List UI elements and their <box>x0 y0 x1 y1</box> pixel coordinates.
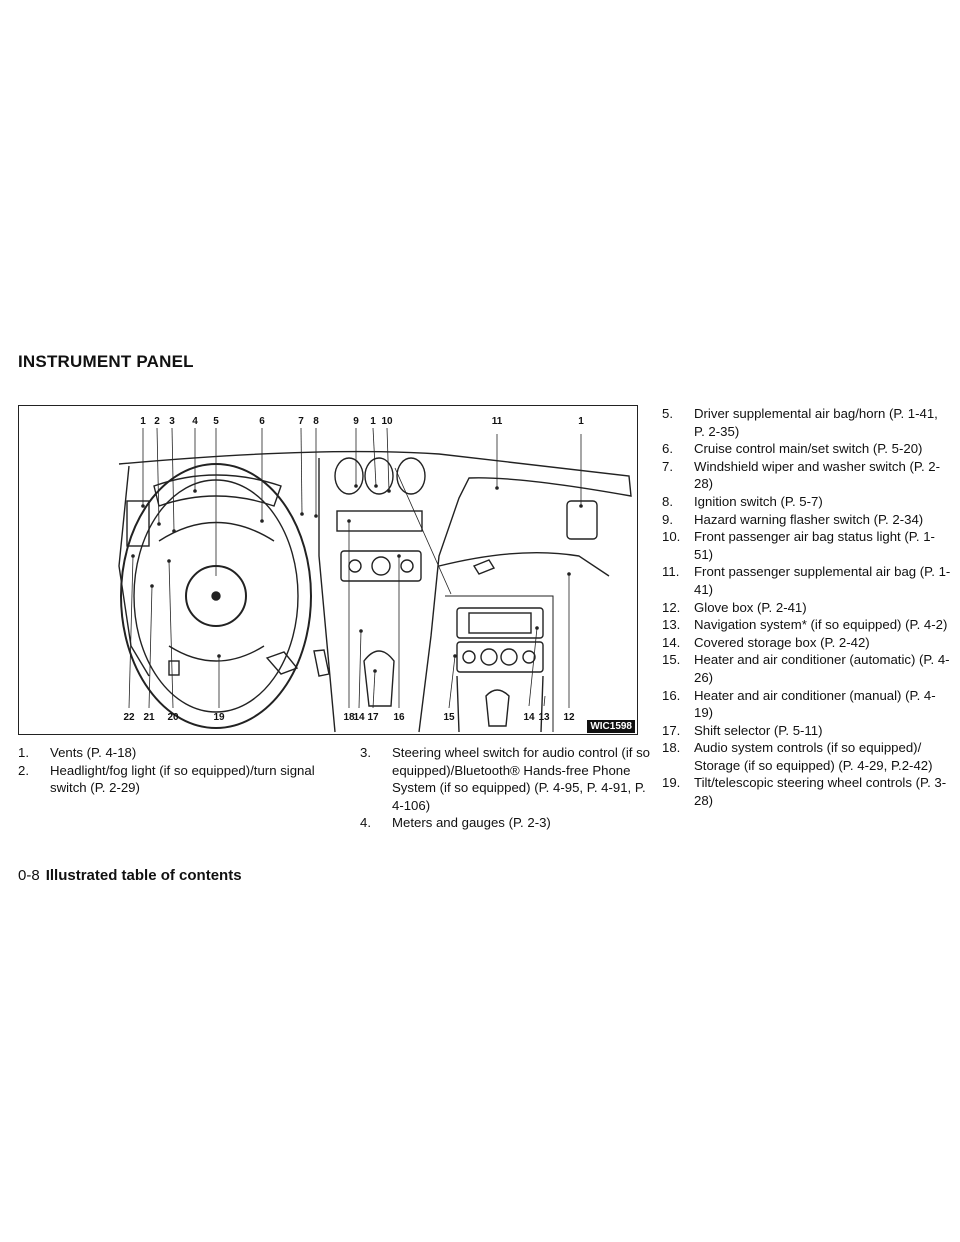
item-text: Hazard warning flasher switch (P. 2-34) <box>694 511 924 527</box>
item-text: Shift selector (P. 5-11) <box>694 722 823 738</box>
legend-item-9 <box>662 511 952 529</box>
top-callout-2: 2 <box>154 416 160 427</box>
item-number: 12. <box>662 599 681 615</box>
bottom-callout-18: 18 <box>343 712 355 723</box>
item-text: Steering wheel switch for audio control (if so equipped)/Bluetooth® Hands-free Phone System (if so equipped) (P. 4-95, P. 4-91, P. 4-106) <box>392 745 651 813</box>
legend-item-14 <box>662 634 952 652</box>
legend-item-2 <box>18 762 348 797</box>
item-text: Front passenger supplemental air bag (P. 1-41) <box>694 564 951 597</box>
legend-item-7 <box>662 458 952 493</box>
bottom-callout-12: 12 <box>563 712 575 723</box>
page-number: 0-8 <box>18 867 40 884</box>
top-callout-1: 1 <box>370 416 376 427</box>
legend-item-19 <box>662 774 952 809</box>
legend-item-12 <box>662 599 952 617</box>
bottom-callout-21: 21 <box>143 712 155 723</box>
top-callout-10: 10 <box>381 416 393 427</box>
item-number: 14. <box>662 634 681 650</box>
instrument-panel-drawing <box>19 406 637 734</box>
item-number: 5. <box>662 406 673 421</box>
legend-item-13 <box>662 616 952 634</box>
item-text: Driver supplemental air bag/horn (P. 1-41, P. 2-35) <box>694 406 938 439</box>
bottom-callout-20: 20 <box>167 712 179 723</box>
item-number: 8. <box>662 493 673 509</box>
top-callout-5: 5 <box>213 416 219 427</box>
item-text: Audio system controls (if so equipped)/ Storage (if so equipped) (P. 4-29, P.2-42) <box>694 740 933 773</box>
item-text: Headlight/fog light (if so equipped)/turn signal switch (P. 2-29) <box>50 762 315 796</box>
bottom-callout-15: 15 <box>443 712 455 723</box>
instrument-panel-illustration <box>18 405 638 735</box>
item-text: Glove box (P. 2-41) <box>694 599 807 615</box>
legend-item-4 <box>360 814 650 832</box>
bottom-callout-13: 13 <box>538 712 550 723</box>
item-number: 16. <box>662 687 681 703</box>
bottom-callout-22: 22 <box>123 712 135 723</box>
top-callout-4: 4 <box>192 416 198 427</box>
top-callout-11: 11 <box>491 416 503 427</box>
item-text: Vents (P. 4-18) <box>50 745 137 760</box>
legend-item-5 <box>662 405 952 440</box>
item-text: Front passenger air bag status light (P. 1-51) <box>694 529 935 562</box>
legend-item-8 <box>662 493 952 511</box>
item-text: Tilt/telescopic steering wheel controls (P. 3-28) <box>694 775 947 809</box>
top-callout-6: 6 <box>259 416 265 427</box>
legend-item-6 <box>662 440 952 458</box>
item-number: 11. <box>662 564 680 580</box>
top-callout-1: 1 <box>140 416 146 427</box>
top-callout-3: 3 <box>169 416 175 427</box>
item-number: 4. <box>360 815 371 831</box>
item-number: 13. <box>662 617 681 633</box>
item-text: Ignition switch (P. 5-7) <box>694 493 823 509</box>
item-number: 18. <box>662 740 681 756</box>
top-callout-9: 9 <box>353 416 359 427</box>
legend-item-10 <box>662 528 952 563</box>
legend-column-1 <box>18 744 348 797</box>
legend-item-15 <box>662 651 952 686</box>
legend-column-3 <box>662 405 952 810</box>
legend-item-3 <box>360 744 650 814</box>
legend-item-16 <box>662 687 952 722</box>
figure-code: WIC1598 <box>587 720 635 733</box>
top-callout-1: 1 <box>578 416 584 427</box>
item-number: 17. <box>662 722 681 738</box>
item-text: Cruise control main/set switch (P. 5-20) <box>694 441 923 457</box>
page-footer <box>18 867 242 884</box>
bottom-callout-19: 19 <box>213 712 225 723</box>
legend-item-11 <box>662 563 952 598</box>
item-number: 19. <box>662 775 681 791</box>
item-text: Heater and air conditioner (automatic) (P. 4-26) <box>694 652 950 685</box>
item-text: Heater and air conditioner (manual) (P. 4-19) <box>694 687 936 721</box>
item-text: Windshield wiper and washer switch (P. 2-28) <box>694 458 941 492</box>
item-number: 10. <box>662 529 681 545</box>
bottom-callout-14: 14 <box>353 712 365 723</box>
item-number: 7. <box>662 458 673 474</box>
legend-item-17 <box>662 722 952 740</box>
top-callout-8: 8 <box>313 416 319 427</box>
item-number: 9. <box>662 511 673 527</box>
top-callout-7: 7 <box>298 416 304 427</box>
item-number: 3. <box>360 745 371 760</box>
item-number: 2. <box>18 762 29 778</box>
item-text: Navigation system* (if so equipped) (P. 4-2) <box>694 617 948 633</box>
legend-column-2 <box>360 744 650 832</box>
item-number: 1. <box>18 745 29 760</box>
item-number: 6. <box>662 441 673 457</box>
section-title: INSTRUMENT PANEL <box>18 352 194 371</box>
bottom-callout-17: 17 <box>367 712 379 723</box>
footer-section-name: Illustrated table of contents <box>45 867 242 884</box>
legend-item-18 <box>662 739 952 774</box>
bottom-callout-16: 16 <box>393 712 405 723</box>
bottom-callout-14: 14 <box>523 712 535 723</box>
item-text: Meters and gauges (P. 2-3) <box>392 815 551 831</box>
item-number: 15. <box>662 652 681 668</box>
item-text: Covered storage box (P. 2-42) <box>694 634 870 650</box>
legend-item-1 <box>18 744 348 762</box>
